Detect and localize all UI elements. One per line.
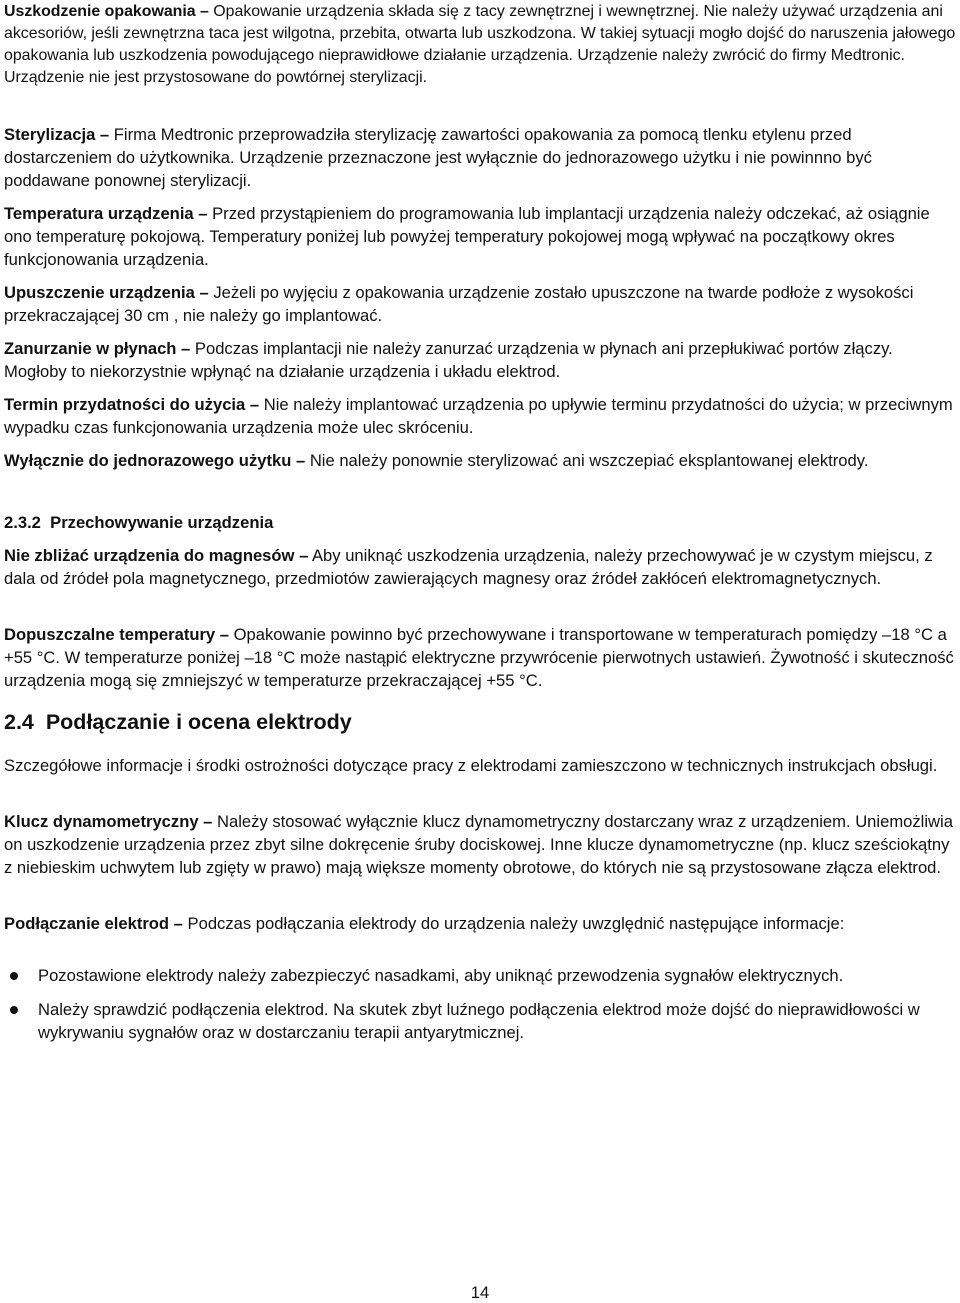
paragraph-device-temperature <box>4 202 958 271</box>
text-torque-wrench: Należy stosować wyłącznie klucz dynamometryczny dostarczany wraz z urządzeniem. Uniemożliwia on uszkodzenie urządzenia przez zbyt silne dokręcenie śruby dociskowej. Inne klucze dynamometryczne (np. klucz sześciokątny z niebieskim uchwytem lub zgięty w prawo) mają większe momenty obrotowe, do których nie są przystosowane złącza elektrod. <box>4 812 953 877</box>
text-connecting-leads: Podczas podłączania elektrody do urządzenia należy uwzględnić następujące informacje: <box>182 914 845 933</box>
paragraph-packaging-damage <box>4 1 958 89</box>
text-sterilization: Firma Medtronic przeprowadziła sterylizację zawartości opakowania za pomocą tlenku etylenu przed dostarczeniem do użytkownika. Urządzenie przeznaczone jest wyłącznie do jednorazowego użytku i nie powinnno być poddawane ponownej sterylizacji. <box>4 125 872 190</box>
list-item <box>4 998 958 1044</box>
text-packaging-damage: Opakowanie urządzenia składa się z tacy zewnętrznej i wewnętrznej. Nie należy używać urządzenia ani akcesoriów, jeśli zewnętrzna taca jest wilgotna, przebita, otwarta lub uszkodzona. W takiej sytuacji mogło dojść do naruszenia jałowego opakowania lub uszkodzenia powodującego nieprawidłowe działanie urządzenia. Urządzenie należy zwrócić do firmy Medtronic. Urządzenie nie jest przystosowane do powtórnej sterylizacji. <box>4 3 956 86</box>
bullet-icon <box>10 972 18 980</box>
heading-device-storage: 2.3.2 Przechowywanie urządzenia <box>4 513 274 532</box>
term-packaging-damage: Uszkodzenie opakowania – <box>4 3 209 20</box>
paragraph-expiration <box>4 393 958 439</box>
term-dropping: Upuszczenie urządzenia – <box>4 283 209 302</box>
term-immersion: Zanurzanie w płynach – <box>4 339 191 358</box>
paragraph-leads-intro: Szczegółowe informacje i środki ostrożności dotyczące pracy z elektrodami zamieszczono w technicznych instrukcjach obsługi. <box>4 756 938 775</box>
term-sterilization: Sterylizacja – <box>4 125 110 144</box>
term-device-temperature: Temperatura urządzenia – <box>4 204 208 223</box>
text-immersion: Podczas implantacji nie należy zanurzać urządzenia w płynach ani przepłukiwać portów złączy. Mogłoby to niekorzystnie wpłynąć na działanie urządzenia i układu elektrod. <box>4 339 893 381</box>
paragraph-magnets <box>4 544 958 590</box>
term-connecting-leads: Podłączanie elektrod – <box>4 914 183 933</box>
paragraph-sterilization <box>4 123 958 192</box>
text-dropping: Jeżeli po wyjęciu z opakowania urządzenie zostało upuszczone na twarde podłoże z wysokości przekraczającej 30 cm , nie należy go implantować. <box>4 283 914 325</box>
term-single-use: Wyłącznie do jednorazowego użytku – <box>4 451 306 470</box>
paragraph-torque-wrench <box>4 810 958 879</box>
list-item-text: Pozostawione elektrody należy zabezpieczyć nasadkami, aby uniknąć przewodzenia sygnałów elektrycznych. <box>38 966 844 985</box>
term-expiration: Termin przydatności do użycia – <box>4 395 260 414</box>
paragraph-allowed-temperatures <box>4 623 960 692</box>
text-single-use: Nie należy ponownie sterylizować ani wszczepiać eksplantowanej elektrody. <box>305 451 869 470</box>
text-device-temperature: Przed przystąpieniem do programowania lub implantacji urządzenia należy odczekać, aż osiągnie ono temperaturę pokojową. Temperatury poniżej lub powyżej temperatury pokojowej mogą wpływać na początkowy okres funkcjonowania urządzenia. <box>4 204 930 269</box>
page-number: 14 <box>470 1283 490 1302</box>
bullet-list <box>4 964 958 1044</box>
term-torque-wrench: Klucz dynamometryczny – <box>4 812 213 831</box>
list-item <box>4 964 958 987</box>
heading-lead-connection: 2.4 Podłączanie i ocena elektrody <box>4 710 352 734</box>
paragraph-dropping <box>4 281 960 327</box>
paragraph-single-use <box>4 449 958 472</box>
text-magnets: Aby uniknąć uszkodzenia urządzenia, należy przechowywać je w czystym miejscu, z dala od źródeł pola magnetycznego, przedmiotów zawierających magnesy oraz źródeł zakłóceń elektromagnetycznych. <box>4 546 933 588</box>
bullet-icon <box>10 1006 18 1014</box>
term-allowed-temperatures: Dopuszczalne temperatury – <box>4 625 230 644</box>
paragraph-connecting-leads <box>4 912 958 935</box>
list-item-text: Należy sprawdzić podłączenia elektrod. Na skutek zbyt luźnego podłączenia elektrod może dojść do nieprawidłowości w wykrywaniu sygnałów oraz w dostarczaniu terapii antyarytmicznej. <box>38 1000 920 1042</box>
text-expiration: Nie należy implantować urządzenia po upływie terminu przydatności do użycia; w przeciwnym wypadku czas funkcjonowania urządzenia może ulec skróceniu. <box>4 395 953 437</box>
text-allowed-temperatures: Opakowanie powinno być przechowywane i transportowane w temperaturach pomiędzy –18 °C a +55 °C. W temperaturze poniżej –18 °C może nastąpić elektryczne przywrócenie pierwotnych ustawień. Żywotność i skuteczność urządzenia mogą się zmniejszyć w temperaturze przekraczającej +55 °C. <box>4 625 954 690</box>
paragraph-immersion <box>4 337 958 383</box>
term-magnets: Nie zbliżać urządzenia do magnesów – <box>4 546 309 565</box>
